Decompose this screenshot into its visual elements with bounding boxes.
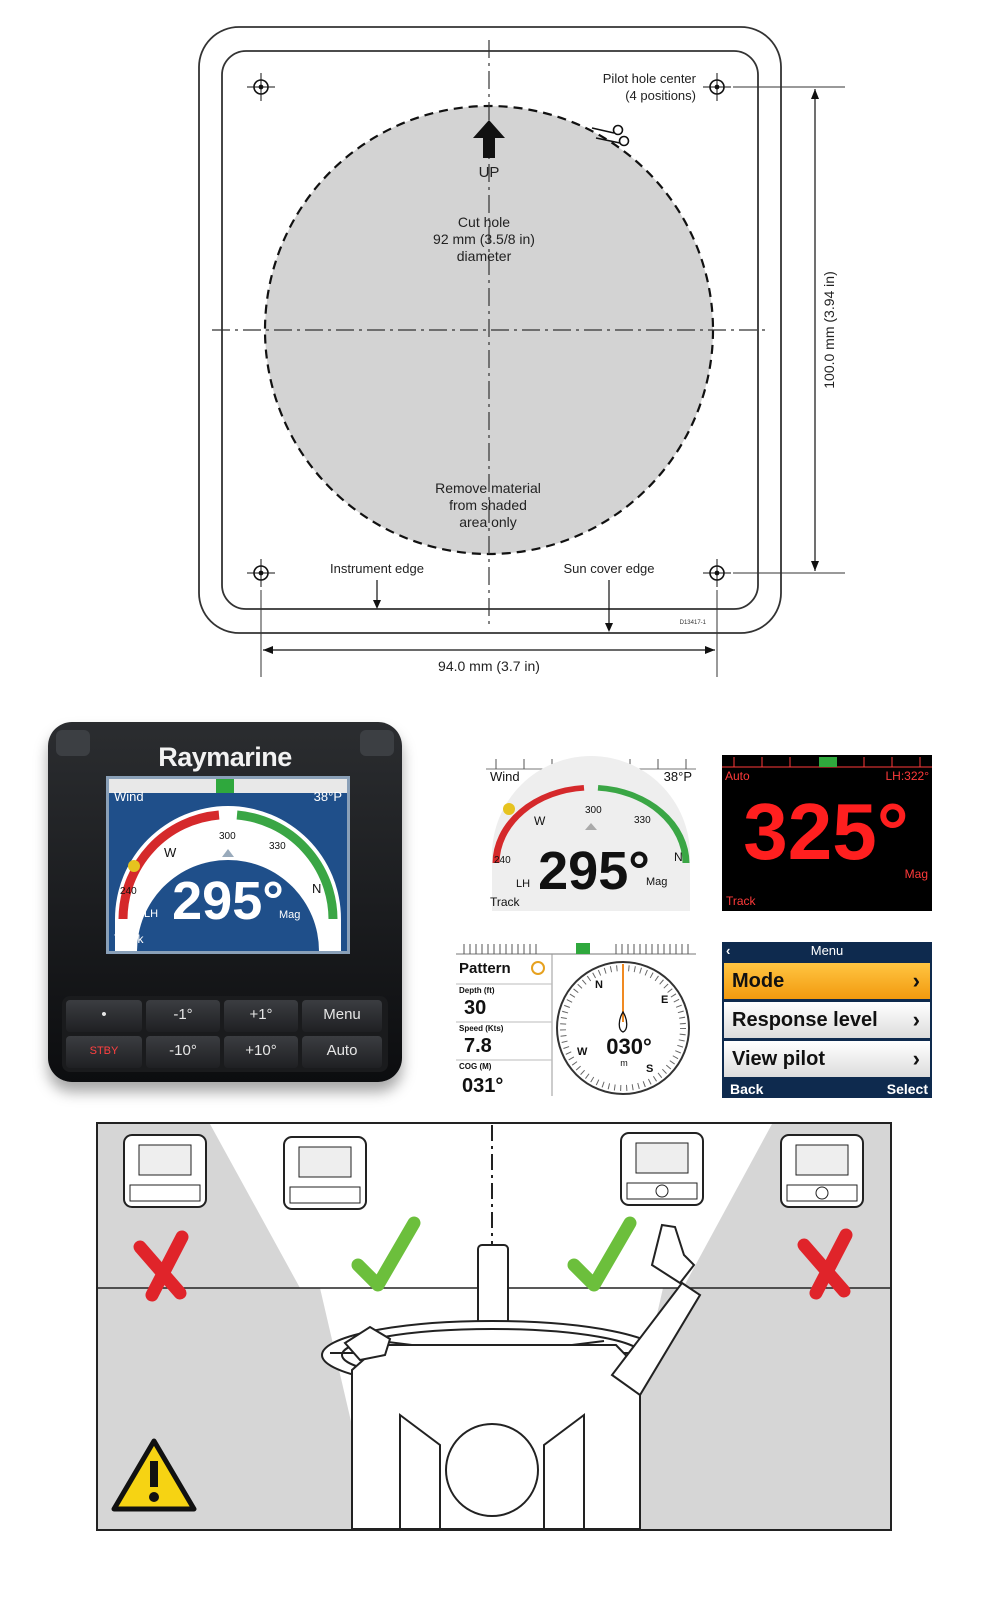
drawing-code: D13417-1 [679,620,706,626]
auto-unit: Mag [904,867,928,881]
menu-item-label: Mode [732,970,785,992]
depth-value: 30 [464,997,487,1019]
width-dimension-label: 94.0 mm (3.7 in) [438,658,540,674]
menu-item-response-level[interactable] [724,1002,930,1038]
pattern-title: Pattern [459,960,511,977]
device-track: Track [114,932,144,946]
keypad [62,996,388,1072]
mounting-template [0,0,1000,700]
wind-heading: 295° [538,841,650,901]
wind-w: W [534,814,546,828]
back-softkey[interactable]: Back [730,1081,764,1097]
wind-tick-300: 300 [585,805,602,816]
wind-mode: LH [516,878,531,890]
remove-line-3: area only [459,514,517,530]
device-unit: Mag [279,909,301,921]
controller-icon-left [284,1137,366,1209]
dial-tick-300: 300 [219,831,236,842]
pilot-hole-bottom-left [247,559,275,587]
key-standby[interactable]: STBY [66,1036,142,1068]
sun-cover-edge-label: Sun cover edge [563,561,655,576]
autopilot-controller [48,722,402,1082]
menu-header [722,942,932,960]
dial-tick-240: 240 [120,886,137,897]
compass-s: S [646,1063,654,1075]
select-softkey[interactable]: Select [886,1081,928,1097]
menu-footer [722,1080,932,1098]
menu-item-view-pilot[interactable] [724,1041,930,1077]
device-mode: LH [144,908,159,920]
controller-screen [106,776,350,954]
wind-label: Wind [490,769,520,784]
controller-icon-far-left [124,1135,206,1207]
compass-unit: m [620,1058,628,1068]
height-dimension-label: 100.0 mm (3.94 in) [821,271,837,389]
menu-item-label: Response level [732,1009,878,1031]
key-minus-1[interactable]: -1° [146,1000,220,1032]
wind-unit: Mag [646,876,668,888]
dial-n: N [312,881,322,896]
back-arrow-icon[interactable]: ‹ [726,943,731,958]
cog-value: 031° [462,1075,504,1097]
controller-icon-far-right [781,1135,863,1207]
key-plus-1[interactable]: +1° [224,1000,298,1032]
up-label: UP [478,164,500,181]
pilot-hole-top-right [703,73,731,101]
pilot-hole-bottom-right [703,559,731,587]
chevron-right-icon: › [912,968,920,993]
instrument-edge-label: Instrument edge [330,561,424,576]
dial-tick-330: 330 [269,841,286,852]
auto-locked-heading: LH:322° [885,769,929,783]
controller-icon-right [621,1133,703,1205]
wind-track: Track [490,895,520,909]
key-left-top[interactable]: • [66,1000,142,1032]
pattern-screen [456,940,696,1098]
wind-tick-240: 240 [494,855,511,866]
wind-screen [486,755,696,911]
key-plus-10[interactable]: +10° [224,1036,298,1068]
auto-track: Track [726,894,756,908]
device-wind-label: Wind [114,789,144,804]
speed-label: Speed (Kts) [459,1024,504,1033]
key-auto[interactable]: Auto [302,1036,382,1068]
device-wind-value: 38°P [313,789,342,804]
menu-title: Menu [810,943,844,958]
menu-item-label: View pilot [732,1048,825,1070]
cut-hole-line-1: Cut hole [457,214,511,230]
chevron-right-icon: › [912,1046,920,1071]
menu-item-mode[interactable] [724,963,930,999]
device-heading: 295° [172,871,284,931]
pilot-hole-label: Pilot hole center [602,71,696,86]
auto-heading: 325° [743,787,909,876]
auto-screen [722,755,932,911]
key-minus-10[interactable]: -10° [146,1036,220,1068]
dial-w: W [164,845,177,860]
menu-screen [722,942,932,1098]
cog-label: COG (M) [459,1062,492,1071]
wind-value: 38°P [663,769,692,784]
remove-line-2: from shaded [449,497,527,513]
pilot-hole-sublabel: (4 positions) [625,88,696,103]
compass-n: N [595,979,603,991]
auto-mode: Auto [725,769,750,783]
viewing-angle-diagram [0,1115,1000,1540]
cut-hole-line-3: diameter [456,248,512,264]
remove-line-1: Remove material [435,480,541,496]
wind-tick-330: 330 [634,815,651,826]
key-menu[interactable]: Menu [302,1000,382,1032]
depth-label: Depth (ft) [459,986,495,995]
cut-hole-line-2: 92 mm (3.5/8 in) [433,231,535,247]
compass-heading: 030° [606,1034,652,1059]
speed-value: 7.8 [464,1035,492,1057]
chevron-right-icon: › [912,1007,920,1032]
pilot-hole-top-left [247,73,275,101]
compass-e: E [661,994,669,1006]
compass-w: W [577,1046,588,1058]
wind-n: N [674,850,683,864]
pattern-spiral-icon [532,962,544,974]
brand-logo: Raymarine [158,742,292,772]
